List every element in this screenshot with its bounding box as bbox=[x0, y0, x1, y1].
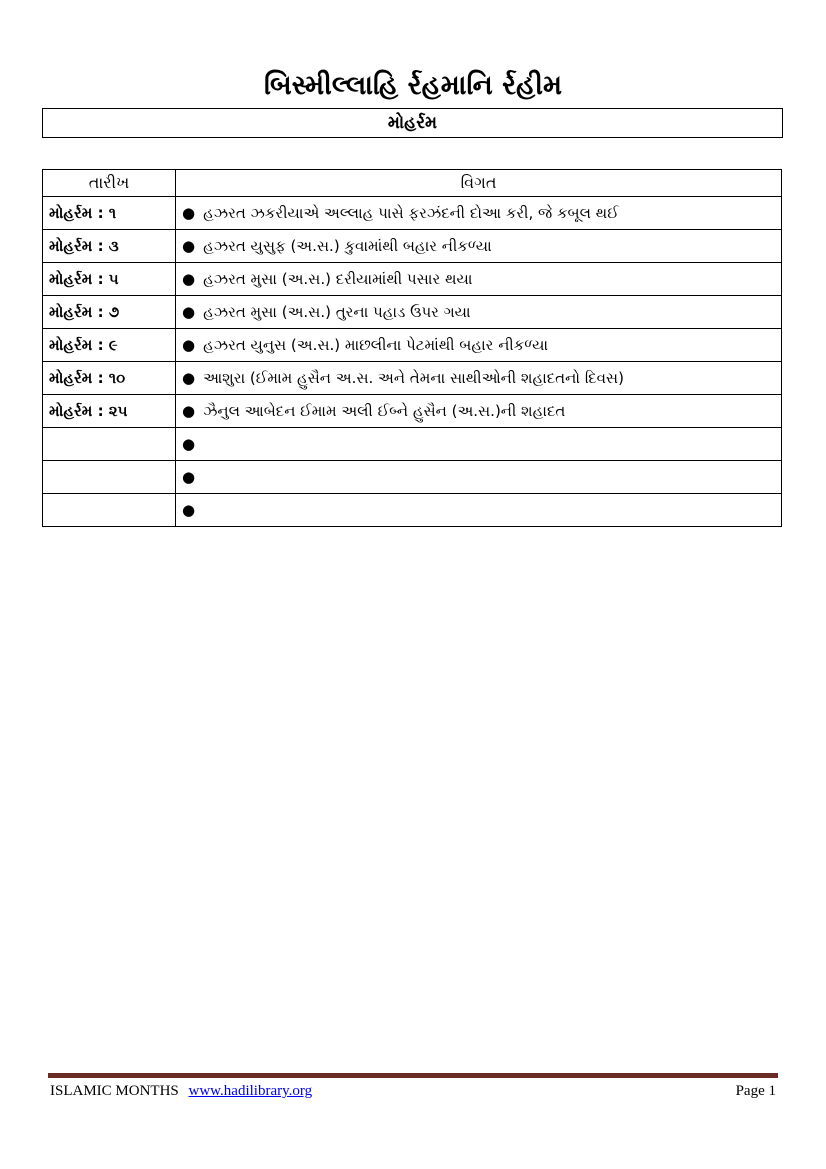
row-detail: હઝરત મુસા (અ.સ.) દરીયામાંથી પસાર થયા bbox=[203, 270, 473, 288]
row-date bbox=[43, 494, 176, 527]
row-detail-cell bbox=[176, 197, 782, 230]
row-detail: હઝરત મુસા (અ.સ.) તુરના પહાડ ઉપર ગયા bbox=[203, 303, 471, 321]
row-detail-cell bbox=[176, 263, 782, 296]
bullet-icon: ● bbox=[182, 336, 196, 354]
bullet-icon: ● bbox=[182, 204, 196, 222]
detail-column-header: વિગત bbox=[176, 170, 782, 197]
row-detail: આશુરા (ઈમામ હુસૈન અ.સ. અને તેમના સાથીઓની શહાદતનો દિવસ) bbox=[203, 369, 624, 387]
footer-left bbox=[50, 1081, 312, 1101]
row-detail-cell bbox=[176, 362, 782, 395]
table-row bbox=[43, 197, 782, 230]
row-date: મોહર્રમ : ૩ bbox=[43, 230, 176, 263]
table-row bbox=[43, 362, 782, 395]
row-detail-cell bbox=[176, 494, 782, 527]
table-row bbox=[43, 296, 782, 329]
footer-title: ISLAMIC MONTHS bbox=[50, 1083, 179, 1099]
bullet-icon: ● bbox=[182, 468, 196, 486]
bullet-icon: ● bbox=[182, 303, 196, 321]
row-date: મોહર્રમ : ૨૫ bbox=[43, 395, 176, 428]
page-number: Page 1 bbox=[735, 1083, 776, 1099]
footer-divider bbox=[48, 1073, 778, 1078]
row-date bbox=[43, 428, 176, 461]
row-detail-cell bbox=[176, 296, 782, 329]
row-detail: હઝરત યુનુસ (અ.સ.) માછલીના પેટમાંથી બહાર નીકળ્યા bbox=[203, 336, 549, 354]
row-date: મોહર્રમ : ૧૦ bbox=[43, 362, 176, 395]
row-date: મોહર્રમ : ૯ bbox=[43, 329, 176, 362]
table-row bbox=[43, 329, 782, 362]
row-date: મોહર્રમ : ૧ bbox=[43, 197, 176, 230]
row-detail-cell bbox=[176, 230, 782, 263]
row-date bbox=[43, 461, 176, 494]
website-link[interactable]: www.hadilibrary.org bbox=[188, 1083, 313, 1099]
bullet-icon: ● bbox=[182, 402, 196, 420]
table-row bbox=[43, 494, 782, 527]
row-detail-cell bbox=[176, 329, 782, 362]
row-detail: હઝરત ઝકરીયાએ અલ્લાહ પાસે ફરઝંદની દોઆ કરી, જે કબૂલ થઈ bbox=[203, 204, 619, 222]
table-header-row bbox=[43, 170, 782, 197]
document-title: બિસ્મીલ્લાહિ ર્રહમાનિ ર્રહીમ bbox=[263, 70, 563, 101]
row-detail-cell bbox=[176, 395, 782, 428]
row-detail: ઝૈનુલ આબેદન ઈમામ અલી ઈબ્ને હુસૈન (અ.સ.)ની શહાદત bbox=[203, 402, 566, 420]
row-detail-cell bbox=[176, 428, 782, 461]
bullet-icon: ● bbox=[182, 435, 196, 453]
row-detail: હઝરત યુસુફ (અ.સ.) કુવામાંથી બહાર નીકળ્યા bbox=[203, 237, 492, 255]
table-row bbox=[43, 230, 782, 263]
month-heading: મોહર્રમ bbox=[42, 108, 783, 138]
table-row bbox=[43, 461, 782, 494]
row-detail-cell bbox=[176, 461, 782, 494]
bullet-icon: ● bbox=[182, 369, 196, 387]
table-row bbox=[43, 395, 782, 428]
table-row bbox=[43, 263, 782, 296]
row-date: મોહર્રમ : ૫ bbox=[43, 263, 176, 296]
date-column-header: તારીખ bbox=[43, 170, 176, 197]
events-table bbox=[42, 169, 782, 527]
table-row bbox=[43, 428, 782, 461]
bullet-icon: ● bbox=[182, 501, 196, 519]
bullet-icon: ● bbox=[182, 237, 196, 255]
bullet-icon: ● bbox=[182, 270, 196, 288]
row-date: મોહર્રમ : ૭ bbox=[43, 296, 176, 329]
